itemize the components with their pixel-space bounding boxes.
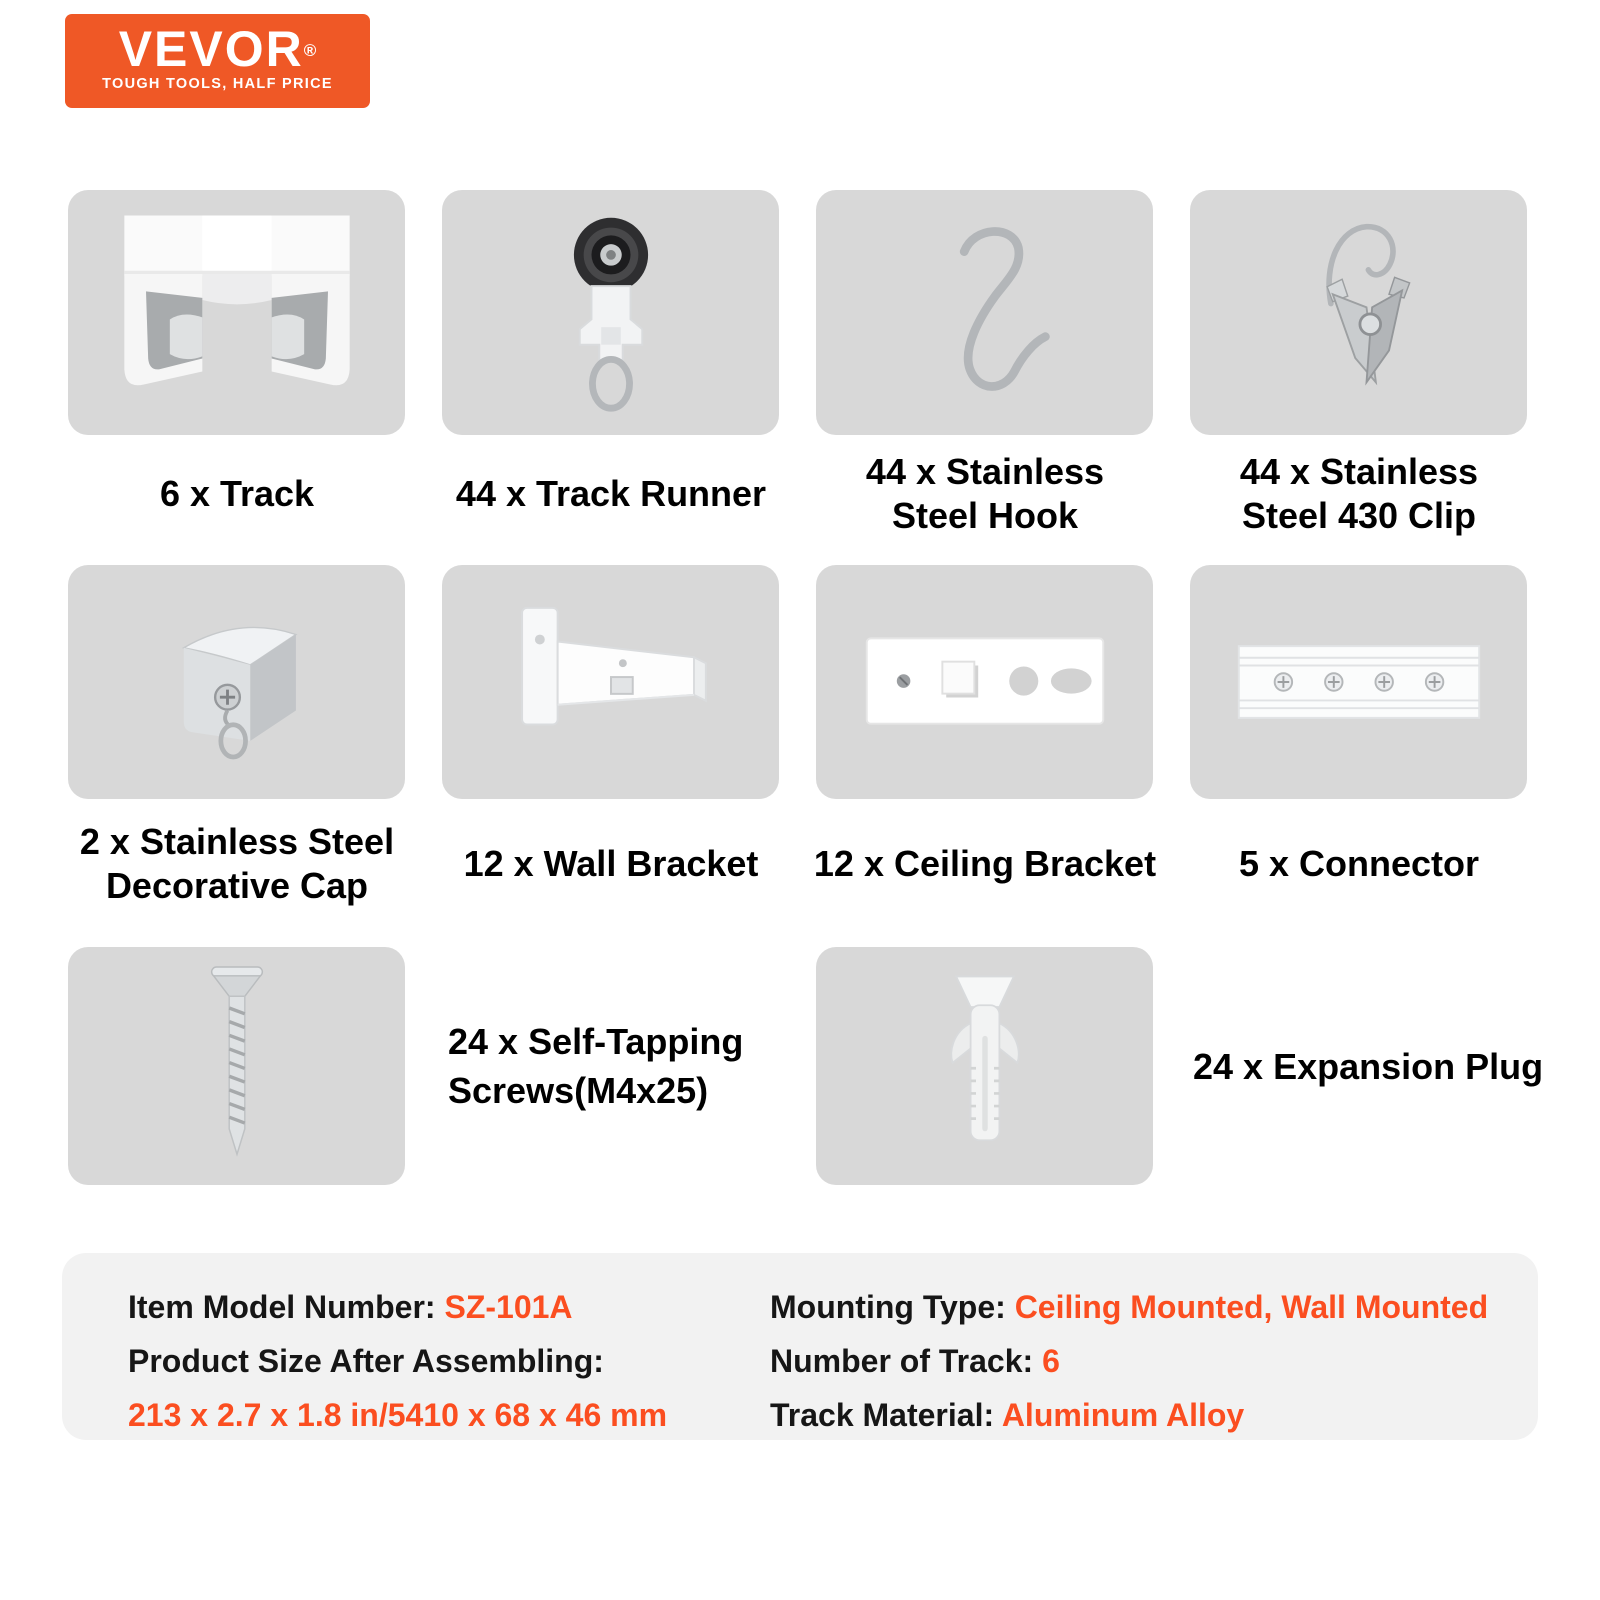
stainless-steel-clip-image	[1284, 210, 1434, 415]
spec-value: SZ-101A	[444, 1289, 573, 1325]
part-label-expansion-plug	[1193, 947, 1543, 1185]
spec-value: Aluminum Alloy	[1001, 1397, 1245, 1433]
brand-tagline: TOUGH TOOLS, HALF PRICE	[102, 76, 333, 92]
part-label-ceiling-bracket	[785, 812, 1185, 916]
self-tapping-screw-image	[198, 961, 276, 1171]
label-line: Decorative Cap	[105, 865, 369, 906]
connector-image	[1233, 628, 1485, 736]
label-line: Steel Hook	[891, 495, 1079, 536]
part-label-decorative-cap	[37, 812, 437, 916]
spec-value: 213 x 2.7 x 1.8 in/5410 x 68 x 46 mm	[128, 1397, 668, 1433]
spec-label: Mounting Type:	[770, 1289, 1006, 1325]
label-line: 2 x Stainless Steel	[79, 821, 395, 862]
part-label-track-runner	[411, 442, 811, 546]
part-tile-screws	[68, 947, 405, 1185]
part-tile-wall-bracket	[442, 565, 779, 799]
part-tile-steel-430-clip	[1190, 190, 1527, 435]
label-line: 44 x Stainless	[1239, 451, 1479, 492]
spec-track-count	[770, 1334, 1488, 1388]
vevor-logo	[65, 14, 370, 108]
label-line: 44 x Stainless	[865, 451, 1105, 492]
label-line: 24 x Expansion Plug	[1193, 1045, 1544, 1087]
part-tile-steel-hook	[816, 190, 1153, 435]
ceiling-bracket-image	[859, 619, 1111, 745]
stainless-steel-hook-image	[912, 211, 1057, 414]
part-tile-connector	[1190, 565, 1527, 799]
label-line: 12 x Ceiling Bracket	[813, 843, 1157, 884]
wall-bracket-image	[492, 598, 730, 766]
spec-column-right	[770, 1280, 1488, 1442]
part-tile-expansion-plug	[816, 947, 1153, 1185]
label-line: 6 x Track	[159, 473, 315, 514]
spec-column-left	[128, 1280, 667, 1442]
spec-label: Item Model Number:	[128, 1289, 436, 1325]
label-line: 24 x Self-Tapping	[448, 1021, 744, 1062]
registered-trademark-icon: ®	[303, 41, 317, 60]
spec-value: Ceiling Mounted, Wall Mounted	[1014, 1289, 1489, 1325]
part-tile-track	[68, 190, 405, 435]
spec-track-material	[770, 1388, 1488, 1442]
decorative-cap-image	[151, 587, 323, 777]
label-line: 44 x Track Runner	[455, 473, 767, 514]
spec-label: Number of Track:	[770, 1343, 1034, 1379]
part-label-steel-hook	[785, 442, 1185, 546]
label-line: 5 x Connector	[1238, 843, 1480, 884]
part-label-screws	[448, 947, 743, 1185]
spec-value: 6	[1042, 1343, 1060, 1379]
curtain-track-image	[107, 215, 367, 411]
spec-mounting-type	[770, 1280, 1488, 1334]
brand-name: VEVOR	[118, 21, 304, 77]
expansion-plug-image	[931, 962, 1039, 1170]
part-label-connector	[1159, 812, 1559, 916]
part-label-track	[37, 442, 437, 546]
spec-item-model	[128, 1280, 667, 1334]
spec-label: Track Material:	[770, 1397, 995, 1433]
label-line: Screws(M4x25)	[448, 1070, 709, 1111]
label-line: Steel 430 Clip	[1241, 495, 1477, 536]
spec-product-size-value	[128, 1388, 667, 1442]
spec-product-size-label	[128, 1334, 667, 1388]
spec-label: Product Size After Assembling:	[128, 1343, 604, 1379]
part-label-wall-bracket	[411, 812, 811, 916]
part-tile-ceiling-bracket	[816, 565, 1153, 799]
spec-panel	[62, 1253, 1538, 1440]
part-tile-track-runner	[442, 190, 779, 435]
part-label-steel-430-clip	[1159, 442, 1559, 546]
track-runner-image	[552, 210, 670, 415]
part-tile-decorative-cap	[68, 565, 405, 799]
label-line: 12 x Wall Bracket	[463, 843, 759, 884]
brand-name-row	[65, 23, 370, 75]
